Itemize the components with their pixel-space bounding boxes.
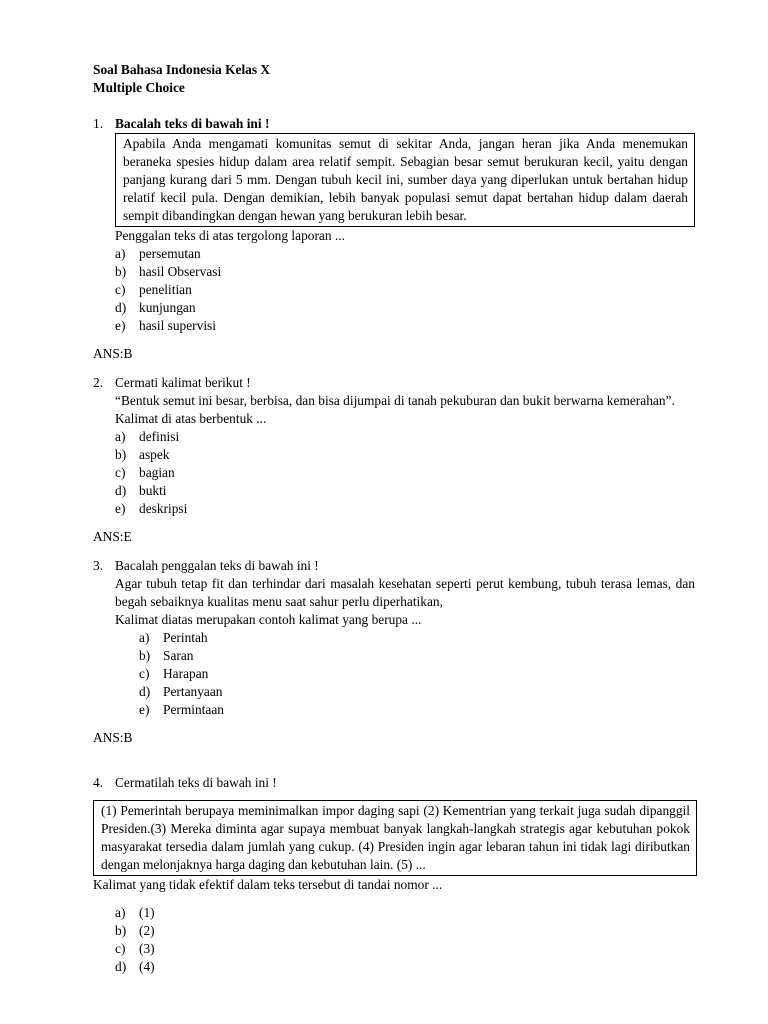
option-d: d) (4) — [115, 959, 155, 974]
question-1 — [93, 115, 695, 363]
option-a: a) (1) — [115, 905, 155, 920]
answer-key: ANS:B — [93, 346, 133, 361]
document-page — [93, 61, 695, 976]
option-d: d) kunjungan — [115, 300, 196, 315]
option-e: e) deskripsi — [115, 501, 188, 516]
passage-text: Agar tubuh tetap fit dan terhindar dari masalah kesehatan seperti perut kembung, tubuh terasa lemas, dan begah sebaiknya kualitas menu saat sahur perlu diperhatikan, — [115, 576, 695, 609]
document-subtitle: Multiple Choice — [93, 80, 185, 95]
question-prompt: Cermati kalimat berikut ! — [115, 375, 251, 390]
answer-key: ANS:B — [93, 730, 133, 745]
option-b: b) Saran — [139, 648, 194, 663]
option-d: d) bukti — [115, 483, 167, 498]
option-b: b) (2) — [115, 923, 155, 938]
question-prompt: Cermatilah teks di bawah ini ! — [115, 775, 277, 790]
option-e: e) hasil supervisi — [115, 318, 216, 333]
option-c: c) penelitian — [115, 282, 192, 297]
option-e: e) Permintaan — [139, 702, 224, 717]
question-2 — [93, 374, 695, 546]
option-a: a) persemutan — [115, 246, 201, 261]
quoted-sentence: “Bentuk semut ini besar, berbisa, dan bisa dijumpai di tanah pekuburan dan bukit berwarna kemerahan”. — [115, 393, 675, 408]
option-d: d) Pertanyaan — [139, 684, 223, 699]
question-prompt: Bacalah teks di bawah ini ! — [115, 116, 270, 131]
question-text: Penggalan teks di atas tergolong laporan ... — [115, 228, 345, 243]
question-text: Kalimat diatas merupakan contoh kalimat yang berupa ... — [115, 612, 422, 627]
option-b: b) hasil Observasi — [115, 264, 222, 279]
option-c: c) Harapan — [139, 666, 209, 681]
question-text: Kalimat yang tidak efektif dalam teks tersebut di tandai nomor ... — [93, 877, 443, 892]
question-number: 1. — [93, 116, 104, 131]
passage-box: (1) Pemerintah berupaya meminimalkan impor daging sapi (2) Kementrian yang terkait juga sudah dipanggil Presiden.(3) Mereka diminta agar supaya membuat banyak langkah-langkah strategis agar kebutuhan pokok masyarakat tersedia dalam jumlah yang cukup. (4) Presiden ingin agar lebaran tahun ini tidak lagi diributkan dengan melonjaknya harga daging dan kebutuhan lain. (5) ... — [93, 800, 697, 876]
option-c: c) bagian — [115, 465, 175, 480]
question-4 — [93, 774, 695, 976]
option-a: a) Perintah — [139, 630, 208, 645]
question-number: 4. — [93, 775, 104, 790]
document-title: Soal Bahasa Indonesia Kelas X — [93, 62, 271, 77]
question-prompt: Bacalah penggalan teks di bawah ini ! — [115, 558, 319, 573]
question-number: 2. — [93, 375, 104, 390]
passage-box: Apabila Anda mengamati komunitas semut di sekitar Anda, jangan heran jika Anda menemukan beraneka spesies hidup dalam area relatif sempit. Sebagian besar semut berukuran kecil, yaitu dengan panjang kurang dari 5 mm. Dengan tubuh kecil ini, sumber daya yang diperlukan untuk bertahan hidup relatif kecil pula. Dengan demikian, lebih banyak populasi semut dapat bertahan hidup dalam daerah sempit dibandingkan dengan hewan yang berukuran lebih besar. — [115, 133, 695, 227]
question-text: Kalimat di atas berbentuk ... — [115, 411, 267, 426]
option-c: c) (3) — [115, 941, 155, 956]
option-a: a) definisi — [115, 429, 180, 444]
option-b: b) aspek — [115, 447, 170, 462]
question-number: 3. — [93, 558, 104, 573]
answer-key: ANS:E — [93, 529, 132, 544]
question-3 — [93, 557, 695, 747]
